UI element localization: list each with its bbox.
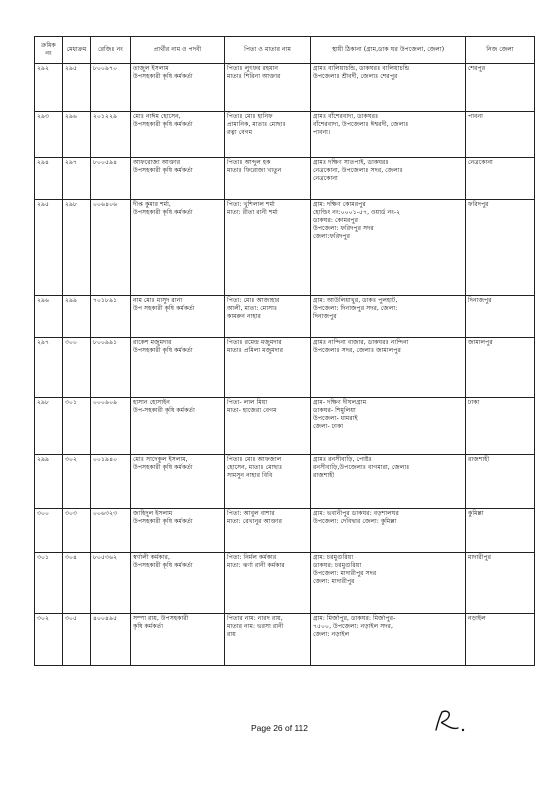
cell-name-line: আফরোজা আক্তার (133, 159, 181, 166)
header-parents: পিতা ও মাতার নাম (225, 37, 311, 64)
cell-merit: ২৯৫ (63, 64, 91, 112)
cell-district: দিনাজপুর (466, 296, 535, 338)
cell-address-line: রাজশাহী (313, 472, 335, 479)
cell-address (311, 64, 466, 112)
cell-parents (225, 553, 311, 614)
cell-parents-line: মাতা- হাজেরা বেগম (227, 407, 277, 414)
cell-name-line: সম্পা রায়, উপসহকারী (133, 615, 189, 622)
table-row (35, 64, 535, 112)
cell-district: কুমিল্লা (466, 509, 535, 553)
cell-parents-line: রায় (227, 631, 236, 638)
table-row (35, 158, 535, 200)
cell-reg: ৮০০৯৭০ (91, 64, 131, 112)
cell-reg: ৮০০৯৯১ (91, 338, 131, 398)
cell-district: নেত্রকোনা (466, 158, 535, 200)
cell-address-line: বাঁশেরবাদা, উপজেলাঃ ঈশ্বরদী, জেলাঃ (313, 121, 409, 128)
cell-parents-line: মাতার নাম: ভরসা রানী (227, 623, 284, 630)
cell-address-line: গ্রাম: আউলিয়াখুর, ডাকঃ পুলহাট, (313, 297, 398, 304)
cell-serial: ৩০১ (35, 553, 63, 614)
cell-parents-line: মাতাঃ শিরিনা আক্তার (227, 73, 281, 80)
cell-address-line: উপজেলা: দেবিদ্বার জেলা: কুমিল্লা (313, 518, 397, 525)
cell-name-line: উপ-সহকারী কৃষি কর্মকর্তা (133, 407, 195, 414)
cell-parents (225, 614, 311, 666)
cell-parents-line: সামসুন নাহার বিবি (227, 472, 273, 479)
cell-parents-line: হোসেন, মাতাঃ মোছাঃ (227, 464, 283, 471)
candidate-table (34, 36, 535, 666)
cell-name-line: উপসহকারী কৃষি কর্মকর্তা (133, 121, 193, 128)
cell-district: ফরিদপুর (466, 200, 535, 296)
cell-merit: ২৯৮ (63, 200, 91, 296)
header-address: স্থায়ী ঠিকানা (গ্রাম,ডাক ঘর উপজেলা, জেলা) (311, 37, 466, 64)
table-row (35, 112, 535, 158)
cell-address (311, 112, 466, 158)
cell-name-line: কৃষি কর্মকর্তা (133, 623, 164, 630)
cell-district: রাজশাহী (466, 455, 535, 509)
cell-parents-line: পিতাঃ রমেন্দ্র মজুমদার (227, 339, 282, 346)
cell-address (311, 553, 466, 614)
cell-serial: ৩০২ (35, 614, 63, 666)
cell-serial: ২৯৫ (35, 200, 63, 296)
cell-district: জামালপুর (466, 338, 535, 398)
cell-address-line: ডাকঘর: চরমুগুরিয়া (313, 562, 362, 569)
cell-parents (225, 509, 311, 553)
cell-address-line: নেত্রকোনা, উপজেলাঃ সদর, জেলাঃ (313, 167, 403, 174)
cell-address-line: জেলা:ফরিদপুর (313, 233, 351, 240)
cell-parents-line: মাতাঃ ফিরোজা খাতুন (227, 167, 282, 174)
cell-address-line: ডাকঘর: কোমরপুর (313, 217, 359, 224)
cell-address (311, 509, 466, 553)
cell-merit: ৩০৩ (63, 509, 91, 553)
cell-name (131, 338, 225, 398)
cell-name-line: উপসহকারী কৃষি কর্মকর্তা (133, 167, 193, 174)
cell-parents (225, 338, 311, 398)
cell-merit: ৩০০ (63, 338, 91, 398)
cell-serial: ২৯৩ (35, 112, 63, 158)
cell-name-line: স্বর্ণালী কর্মকার, (133, 554, 170, 561)
cell-address-line: জেলা- ঢাকা (313, 423, 344, 430)
table-row (35, 509, 535, 553)
cell-reg: ০০০৯০৯ (91, 398, 131, 455)
cell-address-line: উপজেলা: মাদারীপুর সদর (313, 570, 377, 577)
cell-name (131, 112, 225, 158)
cell-address-line: উপজেলাঃ শ্রীবর্দী, জেলাঃ শেরপুর (313, 73, 398, 80)
cell-address-line: গ্রামঃ নান্দিনা বাজার, ডাকঘরঃ নান্দিনা (313, 339, 409, 346)
cell-district: শেরপুর (466, 64, 535, 112)
cell-merit: ৩০৫ (63, 614, 91, 666)
cell-address-line: উপজেলা: ফরিদপুর সদর (313, 225, 374, 232)
cell-reg: ৪০০৪৯৫ (91, 614, 131, 666)
cell-district: মাদারীপুর (466, 553, 535, 614)
cell-name-line: জাহিদুল ইসলাম (133, 510, 173, 517)
table-row (35, 338, 535, 398)
cell-name-line: মোঃ নাঈম হোসেন, (133, 113, 181, 120)
cell-serial: ২৯৬ (35, 296, 63, 338)
header-name: প্রার্থীর নাম ও পদবী (131, 37, 225, 64)
cell-name-line: মোঃ সাদেকুল ইসলাম, (133, 456, 188, 463)
cell-parents (225, 64, 311, 112)
cell-parents-line: পিতা- লাল মিয়া (227, 399, 268, 406)
cell-merit: ২৯৬ (63, 112, 91, 158)
cell-parents (225, 112, 311, 158)
cell-name-line: উপসহকারী কৃষি কর্মকর্তা (133, 209, 193, 216)
cell-parents-line: পিতা: নির্মল কর্মকার (227, 554, 277, 561)
cell-address-line: হোল্ডিং নং:০০০১-৫৭, ওয়ার্ড নং-২ (313, 209, 401, 216)
cell-address-line: উপজেলা- ধামরাই (313, 415, 358, 422)
cell-name (131, 296, 225, 338)
header-district: নিজ জেলা (466, 37, 535, 64)
cell-reg: ৭০১৮৯১ (91, 296, 131, 338)
cell-name (131, 64, 225, 112)
cell-name-line: রাকেশ মজুমদার (133, 339, 172, 346)
cell-merit: ৩০৪ (63, 553, 91, 614)
cell-serial: ২৯৯ (35, 455, 63, 509)
cell-name-line: তাজুল ইসলাম (133, 65, 169, 72)
cell-address-line: গ্রামঃ রনসীবাড়ি, পোষ্টঃ (313, 456, 372, 463)
cell-merit: ৩০২ (63, 455, 91, 509)
cell-name-line: উপসহকারী কৃষি কর্মকর্তা (133, 73, 193, 80)
cell-address (311, 338, 466, 398)
cell-address-line: রনসীবাড়ি,উপজেলাঃ বাগমারা, জেলাঃ (313, 464, 410, 471)
cell-name (131, 614, 225, 666)
cell-parents-line: পিতাঃ মোঃ হানিফ (227, 113, 273, 120)
cell-parents-line: পিতাঃ মোঃ আফজাল (227, 456, 282, 463)
cell-address-line: নেত্রকোনা (313, 175, 338, 182)
cell-serial: ২৯৮ (35, 398, 63, 455)
cell-address-line: গ্রাম: ভবানীপুর ডাকঘর: বড়শালঘর (313, 510, 399, 517)
cell-address-line: গ্রাম: দক্ষিণ কোমরপুর (313, 201, 366, 208)
signature-mark (430, 708, 470, 734)
cell-address-line: দিনাজপুর (313, 313, 337, 320)
cell-address-line: ডাকঘর- শিমুলিয়া (313, 407, 356, 414)
cell-name-line: উপসহকারী কৃষি কর্মকর্তা (133, 347, 193, 354)
cell-parents-line: পিতাঃ আব্দুল হক (227, 159, 271, 166)
cell-address-line: গ্রাম: চরমুগুরিয়া (313, 554, 354, 561)
cell-reg: ০০৬৪০৬ (91, 200, 131, 296)
cell-address (311, 398, 466, 455)
cell-name-line: উপ সহকারী কৃষি কর্মকর্তা (133, 305, 195, 312)
cell-address-line: উপজেলাঃ সদর, জেলাঃ জামালপুর (313, 347, 401, 354)
cell-parents-line: মাতা: রেখানুর আক্তার (227, 518, 282, 525)
cell-parents-line: মাতা: ঝর্ণা রানী কর্মকার (227, 562, 285, 569)
cell-name (131, 455, 225, 509)
cell-parents (225, 398, 311, 455)
cell-address-line: গ্রাম: মির্জাপুর, ডাকঘর: মির্জাপুর- (313, 615, 396, 622)
table-row (35, 455, 535, 509)
cell-parents (225, 455, 311, 509)
cell-merit: ৩০১ (63, 398, 91, 455)
table-row (35, 200, 535, 296)
header-merit: মেধাক্রম (63, 37, 91, 64)
cell-address-line: জেলা: নড়াইল (313, 631, 350, 638)
cell-reg: ৮০০৫৯৪ (91, 158, 131, 200)
cell-district: ঢাকা (466, 398, 535, 455)
cell-name-line: উপসহকারী কৃষি কর্মকর্তা (133, 464, 193, 471)
cell-district: পাবনা (466, 112, 535, 158)
table-row (35, 296, 535, 338)
cell-address (311, 296, 466, 338)
header-reg: রেজিঃ নং (91, 37, 131, 64)
cell-reg: ০০৬৩২৩ (91, 509, 131, 553)
cell-parents-line: পিতা: আবুল বাশার (227, 510, 275, 517)
cell-name (131, 158, 225, 200)
cell-address (311, 614, 466, 666)
cell-name-line: হাসান হোসাইন (133, 399, 170, 406)
table-row (35, 553, 535, 614)
cell-serial: ২৯৭ (35, 338, 63, 398)
cell-merit: ২৯৭ (63, 158, 91, 200)
cell-address-line: গ্রামঃ বালিয়াচন্ডি, ডাকঘরঃ বালিয়াচন্ডি (313, 65, 410, 72)
cell-address-line: ৭৫০০, উপজেলা: নড়াইল সদর, (313, 623, 393, 630)
cell-name (131, 553, 225, 614)
cell-parents-line: রত্না বেগম (227, 129, 253, 136)
cell-name (131, 509, 225, 553)
cell-parents-line: আলী, মাতা: মোসাঃ (227, 305, 278, 312)
cell-parents-line: পিতা: মোঃ আজাহার (227, 297, 280, 304)
cell-reg: ৮০৫৩৬২ (91, 553, 131, 614)
table-row (35, 398, 535, 455)
cell-parents-line: মাতা: রীতা রানী শর্মা (227, 209, 278, 216)
cell-address (311, 158, 466, 200)
cell-serial: ২৯২ (35, 64, 63, 112)
cell-name-line: উপসহকারী কৃষি কর্মকর্তা (133, 518, 193, 525)
cell-parents (225, 200, 311, 296)
cell-parents-line: কামরুন নাহার (227, 313, 261, 320)
cell-reg: ০০১৯৪০ (91, 455, 131, 509)
cell-parents-line: পিতা: খুশিলাল শর্মা (227, 201, 275, 208)
cell-address-line: গ্রাম- দক্ষিণ দীঘলগ্রাম (313, 399, 367, 406)
cell-address (311, 200, 466, 296)
cell-parents (225, 158, 311, 200)
cell-parents-line: পিতার নাম: নারদ রায়, (227, 615, 283, 622)
cell-address-line: উপজেলা: দিনাজপুর সদর, জেলা: (313, 305, 398, 312)
cell-merit: ২৯৯ (63, 296, 91, 338)
cell-parents-line: প্রামানিক, মাতাঃ মোছাঃ (227, 121, 286, 128)
cell-address-line: পাবনা। (313, 129, 331, 136)
cell-name-line: নাম মোঃ মাসুদ রানা (133, 297, 183, 304)
cell-name (131, 200, 225, 296)
cell-serial: ২৯৪ (35, 158, 63, 200)
cell-address-line: গ্রামঃ বাঁশেরবাদা, ডাকঘরঃ (313, 113, 379, 120)
cell-reg: ২০১২২৯ (91, 112, 131, 158)
cell-parents-line: মাতাঃ প্রমিলা মজুমদার (227, 347, 283, 354)
cell-name (131, 398, 225, 455)
cell-name-line: দীপ্ত কুমার শর্মা, (133, 201, 171, 208)
cell-district: নড়াইল (466, 614, 535, 666)
cell-parents (225, 296, 311, 338)
cell-address (311, 455, 466, 509)
cell-address-line: জেলা: মাদারীপুর (313, 578, 355, 585)
table-row (35, 614, 535, 666)
page-number: Page 26 of 112 (250, 723, 309, 733)
cell-address-line: গ্রামঃ দক্ষিণ সাতপাই, ডাকঘরঃ (313, 159, 389, 166)
table-header-row (35, 37, 535, 64)
cell-serial: ৩০০ (35, 509, 63, 553)
cell-parents-line: পিতাঃ লুৎফর রহমান (227, 65, 279, 72)
cell-name-line: উপসহকারী কৃষি কর্মকর্তা (133, 562, 193, 569)
header-serial: ক্রমিক নং (35, 37, 63, 64)
